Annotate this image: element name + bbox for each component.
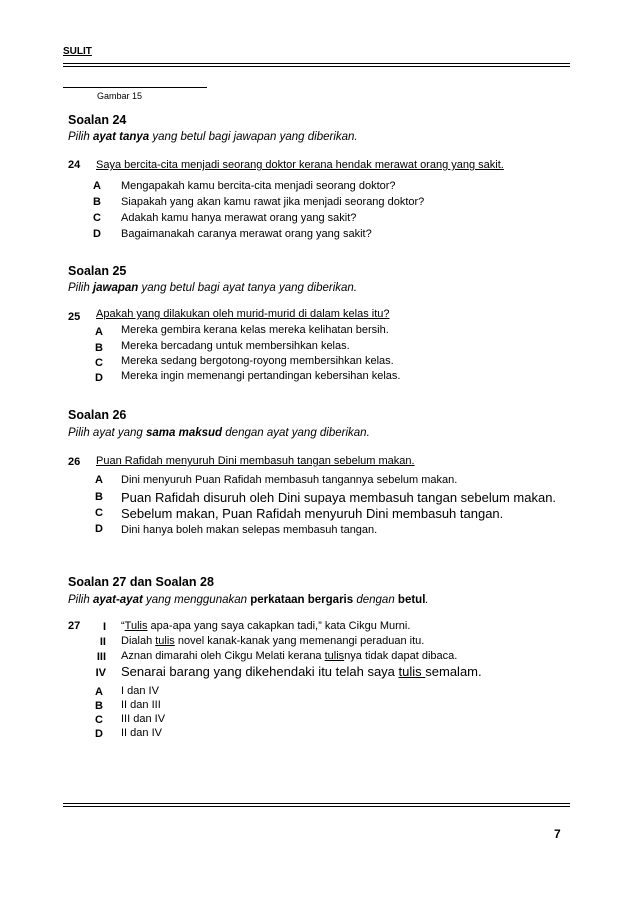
q26-option-text: Dini menyuruh Puan Rafidah membasuh tangannya sebelum makan.: [121, 474, 458, 486]
q24-option-letter: D: [93, 228, 101, 240]
q27-28-heading: Soalan 27 dan Soalan 28: [68, 575, 214, 589]
q26-stem: Puan Rafidah menyuruh Dini membasuh tangan sebelum makan.: [96, 455, 415, 467]
q27-statement-text: Dialah tulis novel kanak-kanak yang memenangi peraduan itu.: [121, 635, 425, 647]
q24-option-letter: B: [93, 196, 101, 208]
q25-instruction: Pilih jawapan yang betul bagi ayat tanya yang diberikan.: [68, 282, 357, 294]
page-number: 7: [554, 827, 561, 841]
q25-option-text: Mereka bercadang untuk membersihkan kelas.: [121, 340, 350, 352]
q24-option-text: Mengapakah kamu bercita-cita menjadi seorang doktor?: [121, 180, 396, 192]
q27-option-letter: D: [95, 728, 103, 740]
q26-option-letter: C: [95, 507, 103, 519]
q25-heading: Soalan 25: [68, 264, 127, 278]
header-rule-bottom: [63, 66, 570, 67]
footer-rule-bottom: [63, 806, 570, 807]
q27-option-letter: B: [95, 700, 103, 712]
q25-number: 25: [68, 311, 81, 323]
q24-option-text: Adakah kamu hanya merawat orang yang sakit?: [121, 212, 357, 224]
figure-rule: [63, 87, 207, 88]
q24-heading: Soalan 24: [68, 113, 127, 127]
q24-option-letter: A: [93, 180, 101, 192]
q27-option-text: II dan III: [121, 699, 161, 711]
q27-statement-text: “Tulis apa-apa yang saya cakapkan tadi,” kata Cikgu Murni.: [121, 620, 411, 632]
q27-statement-roman: I: [102, 621, 106, 633]
q26-heading: Soalan 26: [68, 408, 127, 422]
figure-caption: Gambar 15: [97, 91, 143, 101]
q26-instruction: Pilih ayat yang sama maksud dengan ayat yang diberikan.: [68, 427, 370, 439]
q27-statement-text: Senarai barang yang dikehendaki itu telah saya tulis semalam.: [121, 664, 482, 679]
q26-option-text: Dini hanya boleh makan selepas membasuh tangan.: [121, 524, 378, 536]
q25-option-letter: D: [95, 372, 103, 384]
q27-number: 27: [68, 620, 81, 632]
q27-option-text: I dan IV: [121, 685, 159, 697]
q27-statement-text: Aznan dimarahi oleh Cikgu Melati kerana tulisnya tidak dapat dibaca.: [121, 650, 458, 662]
q24-stem: Saya bercita-cita menjadi seorang doktor kerana hendak merawat orang yang sakit.: [96, 159, 504, 171]
q25-option-letter: B: [95, 342, 103, 354]
q24-option-letter: C: [93, 212, 101, 224]
q24-number: 24: [68, 159, 81, 171]
q24-option-text: Siapakah yang akan kamu rawat jika menjadi seorang doktor?: [121, 196, 425, 208]
header-rule-top: [63, 63, 570, 64]
q26-option-letter: B: [95, 491, 103, 503]
q27-statement-roman: IV: [95, 667, 106, 679]
q25-option-text: Mereka gembira kerana kelas mereka kelihatan bersih.: [121, 324, 389, 336]
q25-option-letter: C: [95, 357, 103, 369]
q24-option-text: Bagaimanakah caranya merawat orang yang sakit?: [121, 228, 372, 240]
q25-option-text: Mereka sedang bergotong-royong membersihkan kelas.: [121, 355, 394, 367]
q27-statement-roman: III: [96, 651, 106, 663]
q25-option-letter: A: [95, 326, 103, 338]
q27-option-letter: A: [95, 686, 103, 698]
header-label: SULIT: [63, 46, 92, 57]
q26-option-text: Puan Rafidah disuruh oleh Dini supaya membasuh tangan sebelum makan.: [121, 490, 557, 505]
q27-statement-roman: II: [99, 636, 106, 648]
q25-option-text: Mereka ingin memenangi pertandingan kebersihan kelas.: [121, 370, 401, 382]
q26-option-letter: A: [95, 474, 103, 486]
q26-option-text: Sebelum makan, Puan Rafidah menyuruh Dini membasuh tangan.: [121, 506, 504, 521]
footer-rule-top: [63, 803, 570, 804]
q27-option-text: III dan IV: [121, 713, 166, 725]
q24-instruction: Pilih ayat tanya yang betul bagi jawapan yang diberikan.: [68, 131, 358, 143]
q27-28-instruction: Pilih ayat-ayat yang menggunakan perkataan bergaris dengan betul.: [68, 594, 429, 606]
q27-option-text: II dan IV: [121, 727, 162, 739]
q25-stem: Apakah yang dilakukan oleh murid-murid di dalam kelas itu?: [96, 308, 390, 320]
q27-option-letter: C: [95, 714, 103, 726]
q26-option-letter: D: [95, 523, 103, 535]
q26-number: 26: [68, 456, 81, 468]
